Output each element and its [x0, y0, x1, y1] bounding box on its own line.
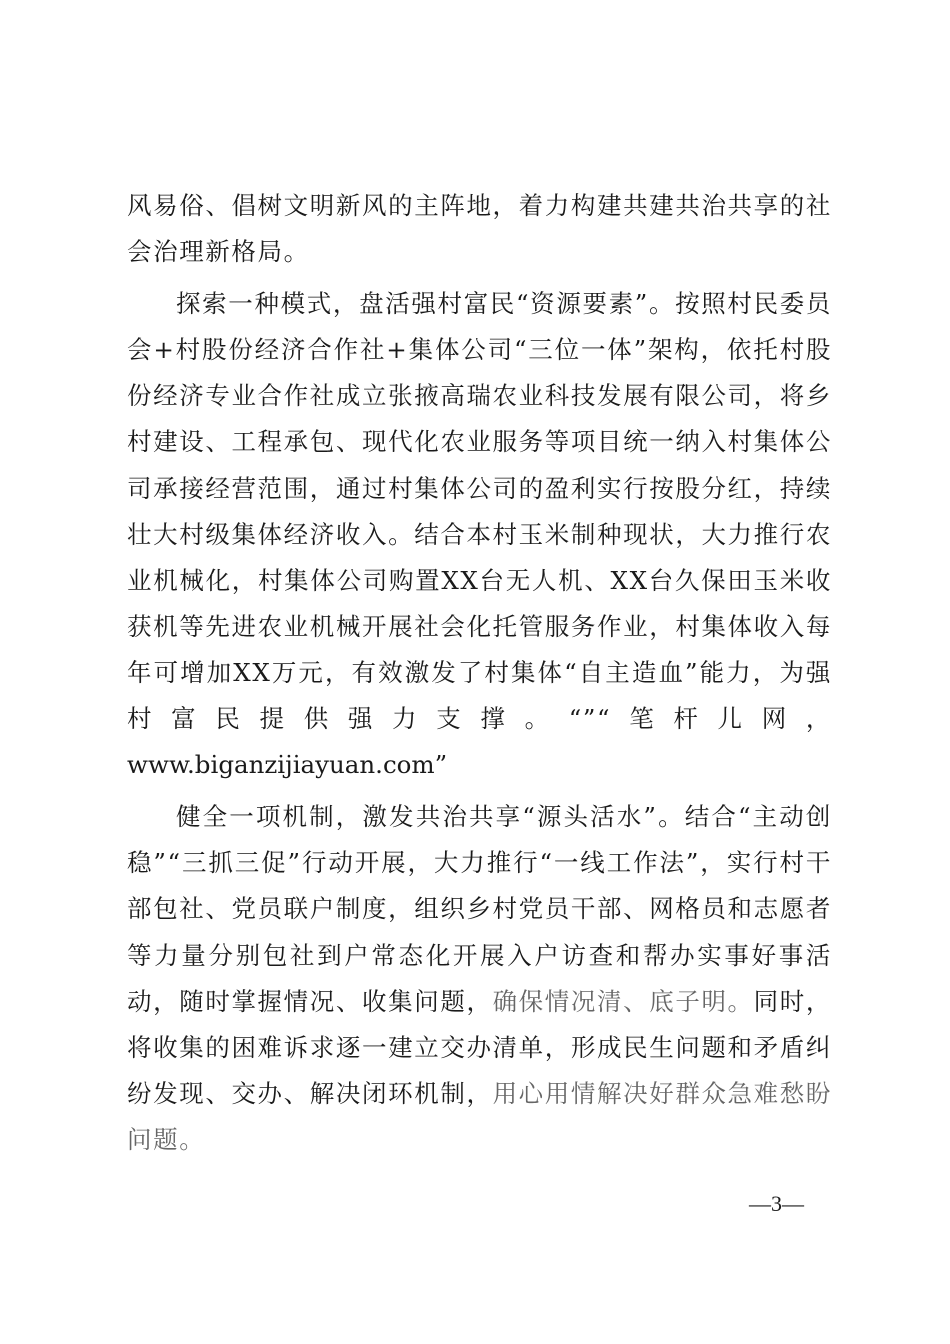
website-url: www.biganzijiayuan.com” [127, 750, 448, 780]
paragraph-resource-model [127, 281, 832, 788]
paragraph-continuation: 风易俗、倡树文明新风的主阵地，着力构建共建共治共享的社会治理新格局。 [127, 191, 832, 267]
page-number: —3— [749, 1191, 804, 1216]
paragraph-mechanism-faded-1: 确保情况清、底子明。 [492, 986, 754, 1016]
paragraph-mechanism-faded-2: 用心用情解决好群众急难愁盼问题。 [127, 1078, 832, 1154]
document-body [127, 183, 832, 1169]
paragraph-mechanism [127, 794, 832, 1163]
paragraph-mechanism-text: 健全一项机制，激发共治共享“源头活水”。结合“主动创稳”“三抓三促”行动开展，大力推行“一线工作法”，实行村干部包社、党员联户制度，组织乡村党员干部、网格员和志愿者等力量分别包社到户常态化开展入户访查和帮办实事好事活动，随时掌握情况、收集问题， [127, 802, 832, 1016]
paragraph-mechanism-text-2: 同时，将收集的困难诉求逐一建立交办清单，形成民生问题和矛盾纠纷发现、交办、解决闭环机制， [127, 986, 832, 1108]
paragraph-resource-model-text: 探索一种模式，盘活强村富民“资源要素”。按照村民委员会+村股份经济合作社+集体公司“三位一体”架构，依托村股份经济专业合作社成立张掖高瑞农业科技发展有限公司，将乡村建设、工程承包、现代化农业服务等项目统一纳入村集体公司承接经营范围，通过村集体公司的盈利实行按股分红，持续壮大村级集体经济收入。结合本村玉米制种现状，大力推行农业机械化，村集体公司购置XX台无人机、XX台久保田玉米收获机等先进农业机械开展社会化托管服务作业，村集体收入每年可增加XX万元，有效激发了村集体“自主造血”能力，为强村富民提供强力支撑。“”“笔杆儿网， [127, 289, 832, 734]
